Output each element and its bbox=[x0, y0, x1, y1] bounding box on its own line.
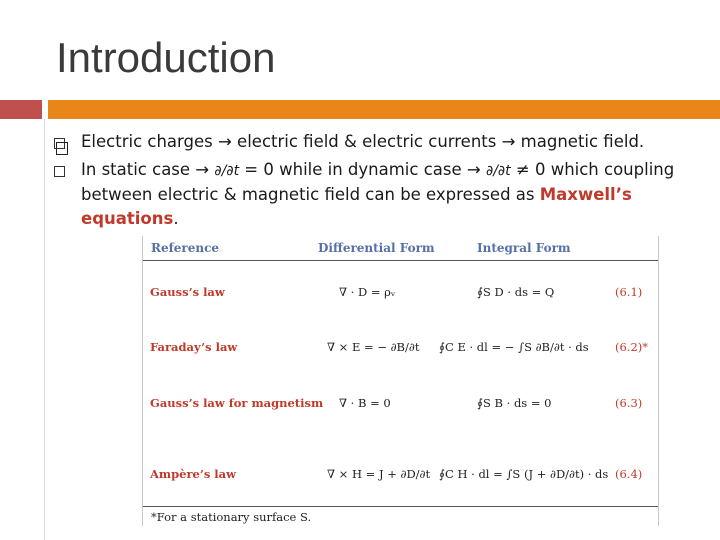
partial-derivative: ∂/∂t bbox=[485, 163, 511, 179]
slide-title: Introduction bbox=[56, 34, 276, 81]
differential-form: ∇ · D = ρᵥ bbox=[339, 285, 396, 299]
bullet-item bbox=[52, 130, 702, 154]
law-name: Faraday’s law bbox=[150, 340, 238, 354]
header-accent-bar bbox=[48, 100, 720, 119]
header-reference: Reference bbox=[151, 241, 220, 255]
equation-number: (6.4) bbox=[615, 467, 643, 481]
maxwell-highlight: Maxwell’s equations bbox=[81, 185, 632, 228]
bullet-box-icon bbox=[54, 166, 65, 177]
law-name: Gauss’s law for magnetism bbox=[150, 396, 324, 410]
integral-form: ∮C E · dl = − ∫S ∂B/∂t · ds bbox=[439, 340, 589, 354]
maxwell-equations-table bbox=[142, 236, 659, 526]
differential-form: ∇ × E = − ∂B/∂t bbox=[327, 340, 420, 354]
header-differential: Differential Form bbox=[318, 241, 435, 255]
bullet-text: Electric charges → electric field & electric currents → magnetic field. bbox=[81, 132, 645, 151]
table-footer bbox=[143, 506, 658, 527]
law-name: Ampère’s law bbox=[150, 467, 237, 481]
bullet-item bbox=[52, 158, 702, 231]
header-accent-left bbox=[0, 100, 42, 119]
table-header bbox=[143, 236, 658, 261]
bullet-list bbox=[52, 130, 702, 235]
footnote: *For a stationary surface S. bbox=[151, 510, 312, 524]
bullet-text: . bbox=[173, 209, 179, 228]
integral-form: ∮S B · ds = 0 bbox=[477, 396, 552, 410]
differential-form: ∇ × H = J + ∂D/∂t bbox=[327, 467, 431, 481]
integral-form: ∮C H · dl = ∫S (J + ∂D/∂t) · ds bbox=[439, 467, 609, 481]
bullet-text: = 0 while in dynamic case → bbox=[239, 160, 486, 179]
bullet-text: In static case → bbox=[81, 160, 215, 179]
equation-number: (6.3) bbox=[615, 396, 643, 410]
equation-number: (6.2)* bbox=[615, 340, 649, 354]
left-divider bbox=[44, 119, 45, 540]
bullet-text: ≠ 0 which coupling between electric & magnetic field can be expressed as bbox=[81, 160, 675, 204]
partial-derivative: ∂/∂t bbox=[214, 163, 240, 179]
law-name: Gauss’s law bbox=[150, 285, 225, 299]
integral-form: ∮S D · ds = Q bbox=[477, 285, 555, 299]
equation-number: (6.1) bbox=[615, 285, 643, 299]
bullet-box-icon bbox=[56, 142, 68, 155]
header-integral: Integral Form bbox=[477, 241, 571, 255]
differential-form: ∇ · B = 0 bbox=[339, 396, 391, 410]
